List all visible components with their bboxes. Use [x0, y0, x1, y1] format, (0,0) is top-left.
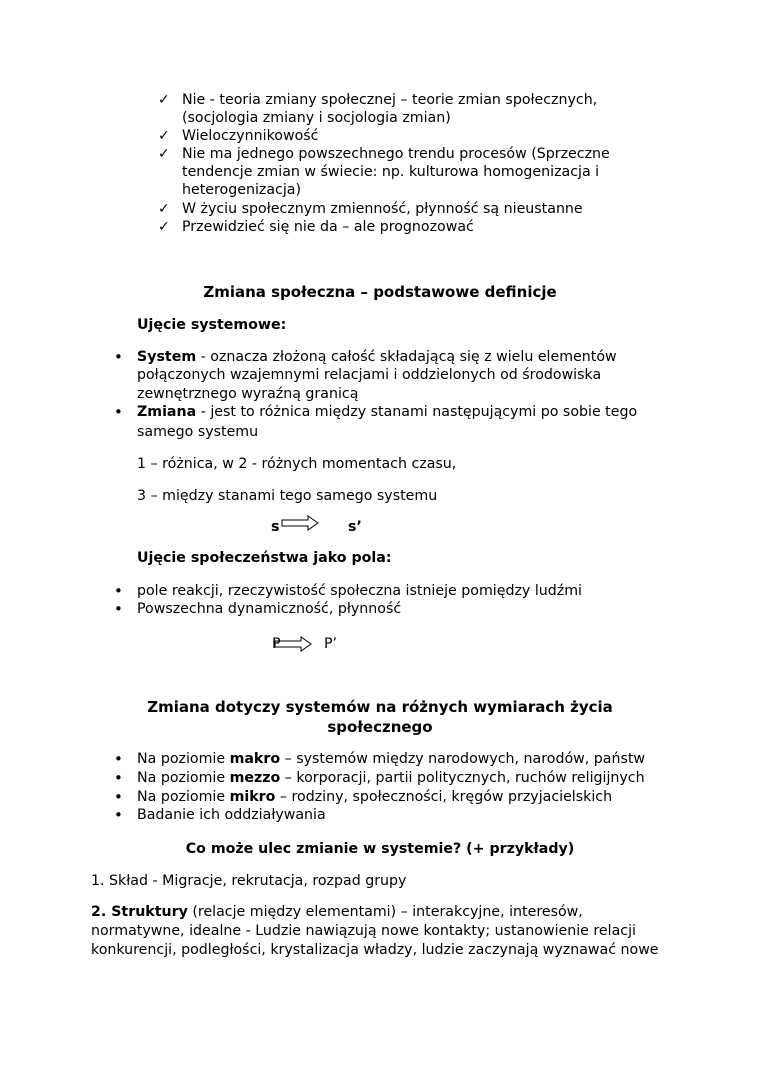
field-approach-heading: Ujęcie społeczeństwa jako pola: — [137, 550, 392, 566]
level-item-micro — [137, 788, 612, 806]
checkmark-icon: ✓ — [158, 201, 170, 217]
level-description: – korporacji, partii politycznych, ruchów religijnych — [280, 770, 645, 786]
checkmark-icon: ✓ — [158, 219, 170, 235]
change-item-structures-line-1 — [91, 903, 583, 921]
change-item-composition: 1. Skład - Migracje, rekrutacja, rozpad grupy — [91, 873, 407, 889]
change-definition-line-1 — [137, 403, 637, 421]
change-item-structures-line-3: konkurencji, podległości, krystalizacja władzy, ludzie zaczynają wyznawać nowe — [91, 942, 659, 958]
section-title-levels-line-2: społecznego — [327, 718, 433, 736]
checklist-item-5: Przewidzieć się nie da – ale prognozować — [182, 219, 474, 235]
systemic-approach-heading: Ujęcie systemowe: — [137, 317, 287, 333]
change-term: Zmiana — [137, 404, 197, 420]
checklist-item-1-line-2: (socjologia zmiany i socjologia zmian) — [182, 110, 451, 126]
level-term: makro — [229, 751, 281, 767]
level-prefix: Na poziomie — [137, 751, 230, 767]
level-prefix: Na poziomie — [137, 789, 230, 805]
field-p-label: P — [272, 636, 281, 652]
bullet-icon: • — [114, 788, 123, 806]
level-description: – systemów między narodowych, narodów, państw — [280, 751, 646, 767]
section-title-levels-line-1: Zmiana dotyczy systemów na różnych wymiarach życia — [147, 698, 613, 716]
bullet-icon: • — [114, 582, 123, 600]
level-item-macro — [137, 750, 645, 768]
right-arrow-icon — [274, 636, 314, 652]
checklist-item-2: Wieloczynnikowość — [182, 128, 319, 144]
checklist-item-4: W życiu społecznym zmienność, płynność są nieustanne — [182, 201, 583, 217]
structures-text: (relacje między elementami) – interakcyjne, interesów, — [187, 904, 583, 920]
section-title-what-changes: Co może ulec zmianie w systemie? (+ przykłady) — [185, 841, 575, 857]
system-definition-line-1 — [137, 348, 617, 366]
bullet-icon: • — [114, 348, 123, 366]
field-bullet-2: Powszechna dynamiczność, płynność — [137, 601, 402, 617]
state-s-prime-label: s’ — [348, 519, 362, 535]
bullet-icon: • — [114, 806, 123, 824]
system-term: System — [137, 349, 197, 365]
checklist-item-3-line-2: tendencje zmian w świecie: np. kulturowa homogenizacja i — [182, 164, 600, 180]
level-term: mezzo — [229, 770, 281, 786]
level-term: mikro — [229, 789, 276, 805]
level-item-mezzo — [137, 769, 645, 787]
system-definition-line-2: połączonych wzajemnymi relacjami i oddzielonych od środowiska — [137, 367, 602, 383]
checklist-item-3-line-3: heterogenizacja) — [182, 182, 301, 198]
bullet-icon: • — [114, 769, 123, 787]
level-prefix: Na poziomie — [137, 770, 230, 786]
change-item-structures-line-2: normatywne, idealne - Ludzie nawiązują nowe kontakty; ustanowienie relacji — [91, 923, 636, 939]
point-1: 1 – różnica, w 2 - różnych momentach czasu, — [137, 456, 457, 472]
change-def-text: - jest to różnica między stanami następującymi po sobie tego — [196, 404, 638, 420]
checkmark-icon: ✓ — [158, 146, 170, 162]
system-def-text: - oznacza złożoną całość składającą się z wielu elementów — [196, 349, 617, 365]
bullet-icon: • — [114, 403, 123, 421]
system-definition-line-3: zewnętrznego wyraźną granicą — [137, 386, 359, 402]
level-description: – rodziny, społeczności, kręgów przyjacielskich — [275, 789, 613, 805]
section-title-definitions: Zmiana społeczna – podstawowe definicje — [203, 283, 557, 301]
change-definition-line-2: samego systemu — [137, 424, 259, 440]
checkmark-icon: ✓ — [158, 92, 170, 108]
checkmark-icon: ✓ — [158, 128, 170, 144]
checklist-item-3-line-1: Nie ma jednego powszechnego trendu procesów (Sprzeczne — [182, 146, 610, 162]
point-3: 3 – między stanami tego samego systemu — [137, 488, 438, 504]
checklist-item-1-line-1: Nie - teoria zmiany społecznej – teorie zmian społecznych, — [182, 92, 598, 108]
right-arrow-icon — [281, 515, 321, 531]
level-item-interaction: Badanie ich oddziaływania — [137, 807, 326, 823]
state-s-label: s — [271, 519, 280, 535]
bullet-icon: • — [114, 600, 123, 618]
field-p-prime-label: P’ — [324, 636, 338, 652]
bullet-icon: • — [114, 750, 123, 768]
structures-term: 2. Struktury — [91, 904, 188, 920]
field-bullet-1: pole reakcji, rzeczywistość społeczna istnieje pomiędzy ludźmi — [137, 583, 582, 599]
